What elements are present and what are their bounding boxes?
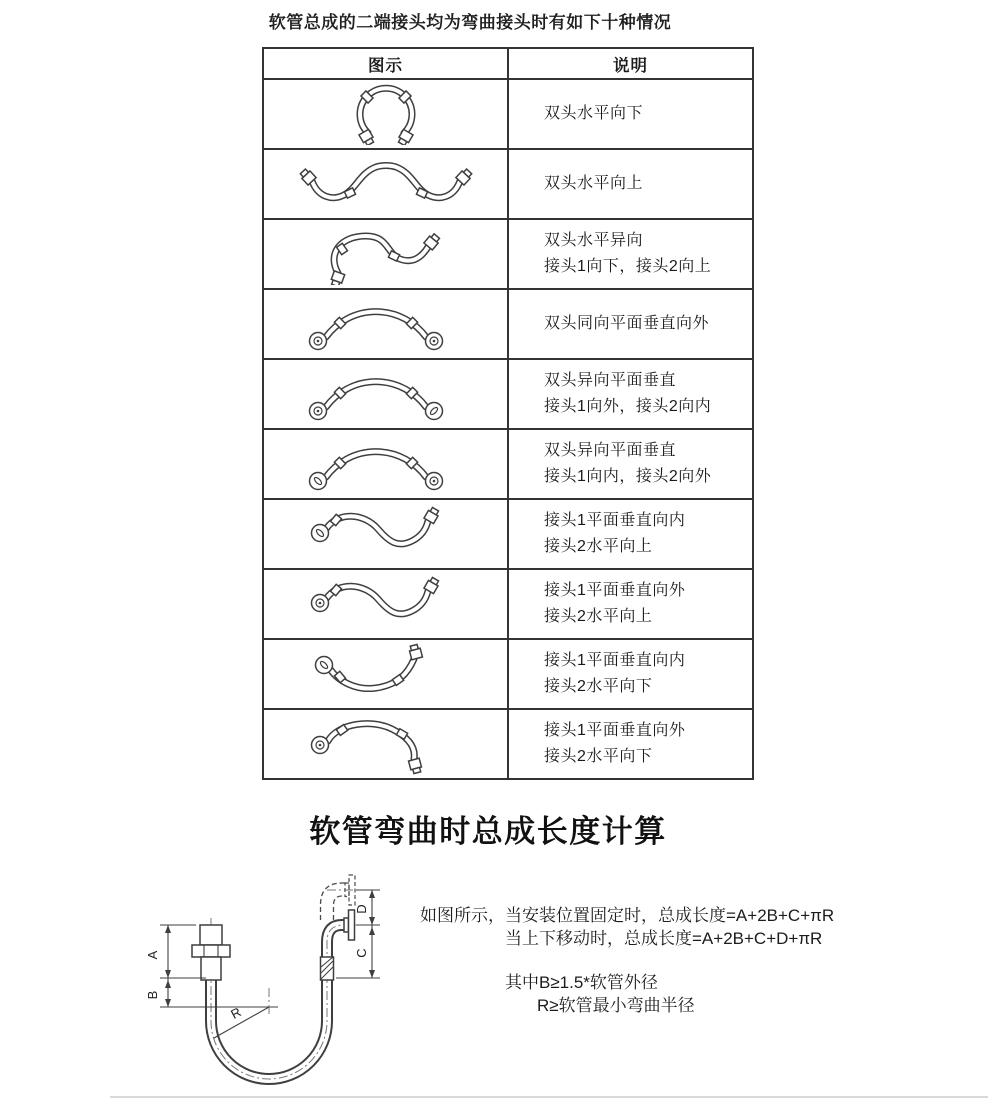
table-row: [263, 359, 753, 429]
description-line: 双头异向平面垂直: [544, 372, 677, 389]
hose-arch-flanges-out-icon: [276, 293, 496, 355]
description-cell: [508, 289, 753, 359]
description-line: 接头1平面垂直向外: [544, 722, 686, 739]
table-row: [263, 429, 753, 499]
table-row: [263, 219, 753, 289]
table-row: [263, 499, 753, 569]
hose-s-opposite-icon: [276, 223, 496, 285]
description-line: 接头1平面垂直向内: [544, 652, 686, 669]
dim-label-b: B: [145, 990, 160, 1000]
dim-label-c: C: [354, 948, 369, 958]
formula-line-fixed: 如图所示，当安装位置固定时，总成长度=A+2B+C+πR: [420, 906, 835, 925]
table-header-row: [263, 48, 753, 79]
description-cell: [508, 569, 753, 639]
illustration-cell: [263, 569, 508, 639]
illustration-cell: [263, 219, 508, 289]
footer-divider: [110, 1096, 988, 1098]
table-row: [263, 289, 753, 359]
description-line: 接头2水平向上: [544, 608, 653, 625]
dim-label-d: D: [354, 904, 369, 914]
description-cell: [508, 639, 753, 709]
description-line: 双头水平向下: [544, 105, 644, 122]
description-line: 双头异向平面垂直: [544, 442, 677, 459]
table-row: [263, 569, 753, 639]
description-line: 双头同向平面垂直向外: [544, 315, 710, 332]
illustration-cell: [263, 149, 508, 219]
description-cell: [508, 149, 753, 219]
description-line: 接头2水平向下: [544, 678, 653, 695]
description-cell: [508, 429, 753, 499]
hose-flange-out-down-icon: [276, 713, 496, 775]
description-line: 接头2水平向下: [544, 748, 653, 765]
hose-flange-out-up-icon: [276, 573, 496, 635]
description-line: 接头1向外，接头2向内: [544, 398, 712, 415]
illustration-cell: [263, 359, 508, 429]
hose-length-diagram: [130, 862, 410, 1102]
table-row: [263, 149, 753, 219]
hose-flange-in-up-icon: [276, 503, 496, 565]
section-heading: 软管弯曲时总成长度计算: [309, 814, 667, 849]
table-row: [263, 709, 753, 779]
description-cell: [508, 79, 753, 149]
description-line: 接头1平面垂直向内: [544, 512, 686, 529]
description-line: 接头1向内，接头2向外: [544, 468, 712, 485]
table-row: [263, 79, 753, 149]
description-cell: [508, 219, 753, 289]
description-cell: [508, 709, 753, 779]
formula-block: [420, 904, 834, 1017]
table-row: [263, 639, 753, 709]
description-line: 接头1平面垂直向外: [544, 582, 686, 599]
illustration-cell: [263, 429, 508, 499]
hose-wave-up-icon: [276, 153, 496, 215]
hose-ring-down-icon: [276, 83, 496, 145]
description-line: 双头水平向上: [544, 175, 644, 192]
description-line: 双头水平异向: [544, 232, 644, 249]
description-line: 接头2水平向上: [544, 538, 653, 555]
illustration-cell: [263, 709, 508, 779]
note-line-r: R≥软管最小弯曲半径: [537, 996, 695, 1015]
page-title: 软管总成的二端接头均为弯曲接头时有如下十种情况: [268, 13, 672, 32]
hose-cases-table: [262, 47, 754, 780]
dim-label-r: R: [228, 1004, 244, 1022]
hose-flange-in-down-icon: [276, 643, 496, 705]
dim-label-a: A: [145, 950, 160, 960]
description-cell: [508, 499, 753, 569]
description-cell: [508, 359, 753, 429]
description-line: 接头1向下，接头2向上: [544, 258, 712, 275]
hose-arch-out-in-icon: [276, 363, 496, 425]
col-header-illustration: 图示: [263, 48, 508, 79]
illustration-cell: [263, 289, 508, 359]
note-line-b: 其中B≥1.5*软管外径: [505, 973, 658, 992]
illustration-cell: [263, 499, 508, 569]
illustration-cell: [263, 639, 508, 709]
hose-arch-in-out-icon: [276, 433, 496, 495]
formula-line-moving: 当上下移动时，总成长度=A+2B+C+D+πR: [505, 929, 823, 948]
illustration-cell: [263, 79, 508, 149]
col-header-description: 说明: [508, 48, 753, 79]
